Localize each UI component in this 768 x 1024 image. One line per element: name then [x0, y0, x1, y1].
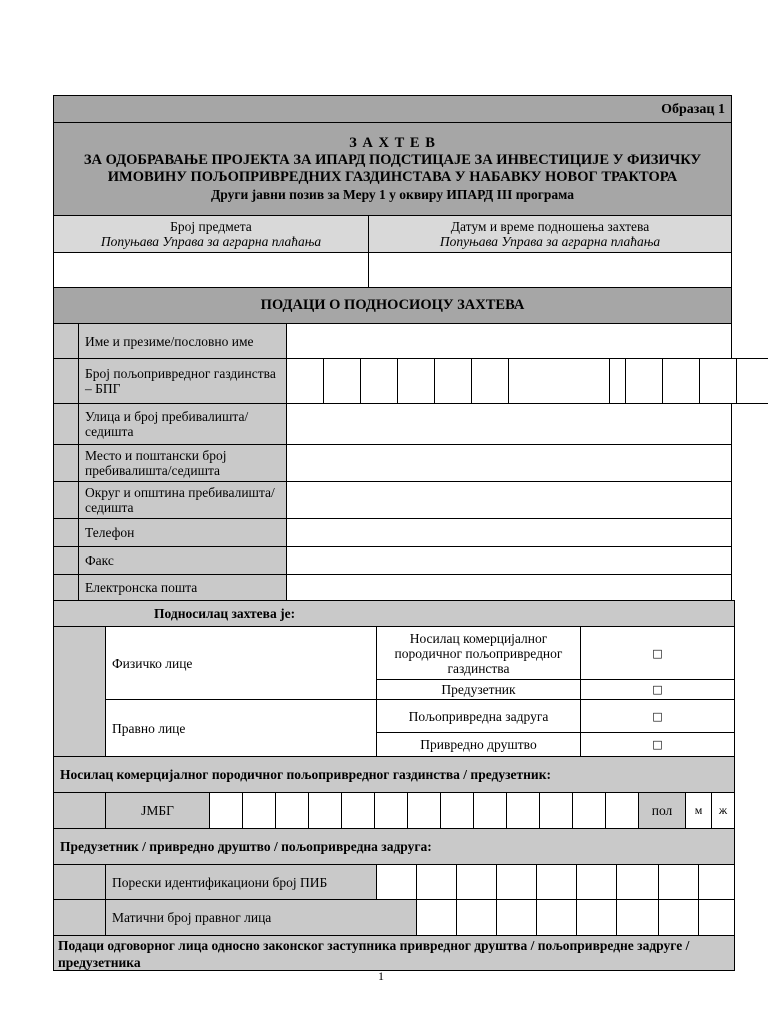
pib-digit-box[interactable] [616, 864, 659, 900]
submission-date-header [368, 215, 732, 253]
responsible-section-title: Подаци одговорног лица односно законског заступника привредног друштва / пољопривредне задруге / предузетника [53, 935, 735, 971]
bpg-label: Број пољопривредног газдинства – БПГ [78, 358, 287, 404]
case-number-note: Попуњава Управа за аграрна плаћања [100, 234, 322, 249]
submission-date-note: Попуњава Управа за аграрна плаћања [439, 234, 661, 249]
natural-person-label: Физичко лице [105, 626, 377, 700]
name-label: Име и презиме/пословно име [78, 323, 287, 359]
row-marker [53, 323, 79, 359]
place-field[interactable] [286, 444, 732, 482]
form-subtitle: Други јавни позив за Меру 1 у оквиру ИПАРД III програма [210, 187, 574, 202]
jmbg-digit-box[interactable] [473, 792, 507, 829]
jmbg-digit-box[interactable] [341, 792, 375, 829]
mb-digit-box[interactable] [658, 899, 699, 936]
row-marker [53, 358, 79, 404]
pib-digit-box[interactable] [456, 864, 497, 900]
phone-label: Телефон [78, 518, 287, 547]
entrepreneur-checkbox-cell [580, 679, 735, 700]
email-label: Електронска пошта [78, 574, 287, 601]
bpg-digit-box[interactable] [434, 358, 472, 404]
entrepreneur-checkbox[interactable]: □ [652, 683, 663, 696]
bpg-digit-box[interactable] [360, 358, 398, 404]
jmbg-digit-box[interactable] [572, 792, 606, 829]
cooperative-checkbox-cell [580, 699, 735, 733]
bpg-digit-box[interactable] [662, 358, 700, 404]
mb-digit-box[interactable] [698, 899, 735, 936]
jmbg-digit-box[interactable] [275, 792, 309, 829]
row-marker [53, 444, 79, 482]
bpg-digit-box[interactable] [508, 358, 610, 404]
case-number-label: Број предмета [170, 219, 252, 234]
jmbg-digit-box[interactable] [308, 792, 342, 829]
pib-digit-box[interactable] [576, 864, 617, 900]
mb-marker [53, 899, 106, 936]
jmbg-digit-box[interactable] [605, 792, 639, 829]
jmbg-digit-box[interactable] [242, 792, 276, 829]
name-field[interactable] [286, 323, 732, 359]
case-number-field[interactable] [53, 252, 369, 288]
row-marker [53, 546, 79, 575]
applicant-type-marker [53, 626, 106, 757]
row-marker [53, 481, 79, 519]
company-checkbox[interactable]: □ [652, 738, 663, 751]
row-marker [53, 518, 79, 547]
bpg-digit-box[interactable] [625, 358, 663, 404]
mb-digit-box[interactable] [416, 899, 457, 936]
form-title-line2: ИМОВИНУ ПОЉОПРИВРЕДНИХ ГАЗДИНСТАВА У НАБАВКУ НОВОГ ТРАКТОРА [107, 169, 678, 185]
applicant-section-title: ПОДАЦИ О ПОДНОСИОЦУ ЗАХТЕВА [53, 287, 732, 324]
company-section-title: Предузетник / привредно друштво / пољопривредна задруга: [53, 828, 735, 865]
mb-digit-box[interactable] [536, 899, 577, 936]
bpg-digit-box[interactable] [323, 358, 361, 404]
holder-option-label: Носилац комерцијалног породичног пољопривредног газдинства [376, 626, 581, 680]
pib-marker [53, 864, 106, 900]
mb-digit-box[interactable] [576, 899, 617, 936]
jmbg-digit-box[interactable] [209, 792, 243, 829]
submission-date-field[interactable] [368, 252, 732, 288]
form-title-block [53, 122, 732, 216]
applicant-type-title-row [53, 600, 735, 627]
mb-digit-box[interactable] [456, 899, 497, 936]
jmbg-digit-box[interactable] [539, 792, 573, 829]
bpg-digit-box[interactable] [609, 358, 626, 404]
bpg-digit-box[interactable] [736, 358, 768, 404]
mb-label: Матични број правног лица [105, 899, 417, 936]
mb-digit-box[interactable] [616, 899, 659, 936]
jmbg-digit-box[interactable] [440, 792, 474, 829]
pib-label: Порески идентификациони број ПИБ [105, 864, 377, 900]
phone-field[interactable] [286, 518, 732, 547]
pib-digit-box[interactable] [496, 864, 537, 900]
district-label: Округ и општина пребивалишта/седишта [78, 481, 287, 519]
company-option-label: Привредно друштво [376, 732, 581, 757]
place-label: Место и поштански број пребивалишта/седишта [78, 444, 287, 482]
bpg-digit-box[interactable] [286, 358, 324, 404]
holder-checkbox[interactable]: □ [652, 646, 663, 660]
pib-digit-box[interactable] [536, 864, 577, 900]
submission-date-label: Датум и време подношења захтева [450, 219, 650, 234]
company-checkbox-cell [580, 732, 735, 757]
entrepreneur-option-label: Предузетник [376, 679, 581, 700]
street-field[interactable] [286, 403, 732, 445]
jmbg-digit-box[interactable] [407, 792, 441, 829]
bpg-digit-box[interactable] [471, 358, 509, 404]
mb-digit-box[interactable] [496, 899, 537, 936]
form-title-line1: ЗА ОДОБРАВАЊЕ ПРОЈЕКТА ЗА ИПАРД ПОДСТИЦАЈЕ ЗА ИНВЕСТИЦИЈЕ У ФИЗИЧКУ [83, 152, 702, 168]
holder-section-title: Носилац комерцијалног породичног пољопривредног газдинства / предузетник: [53, 756, 735, 793]
fax-field[interactable] [286, 546, 732, 575]
cooperative-option-label: Пољопривредна задруга [376, 699, 581, 733]
legal-person-label: Правно лице [105, 699, 377, 757]
jmbg-digit-box[interactable] [506, 792, 540, 829]
bpg-digit-box[interactable] [397, 358, 435, 404]
case-number-header [53, 215, 369, 253]
cooperative-checkbox[interactable]: □ [652, 709, 663, 723]
sex-female-option[interactable]: ж [711, 792, 735, 829]
pib-digit-box[interactable] [658, 864, 699, 900]
row-marker [53, 574, 79, 601]
form-label-row [53, 95, 732, 123]
street-label: Улица и број пребивалишта/седишта [78, 403, 287, 445]
pib-digit-box[interactable] [698, 864, 735, 900]
jmbg-label: ЈМБГ [105, 792, 210, 829]
form-title: З А Х Т Е В [349, 135, 436, 151]
sex-label: пол [638, 792, 686, 829]
district-field[interactable] [286, 481, 732, 519]
fax-label: Факс [78, 546, 287, 575]
jmbg-marker [53, 792, 106, 829]
pib-digit-box[interactable] [376, 864, 417, 900]
holder-checkbox-cell [580, 626, 735, 680]
pib-digit-box[interactable] [416, 864, 457, 900]
sex-male-option[interactable]: м [685, 792, 712, 829]
form-label: Образац 1 [661, 102, 725, 117]
applicant-type-title: Подносилац захтева је: [154, 606, 296, 621]
bpg-digit-box[interactable] [699, 358, 737, 404]
jmbg-digit-box[interactable] [374, 792, 408, 829]
page-number: 1 [378, 969, 384, 983]
row-marker [53, 403, 79, 445]
email-field[interactable] [286, 574, 732, 601]
